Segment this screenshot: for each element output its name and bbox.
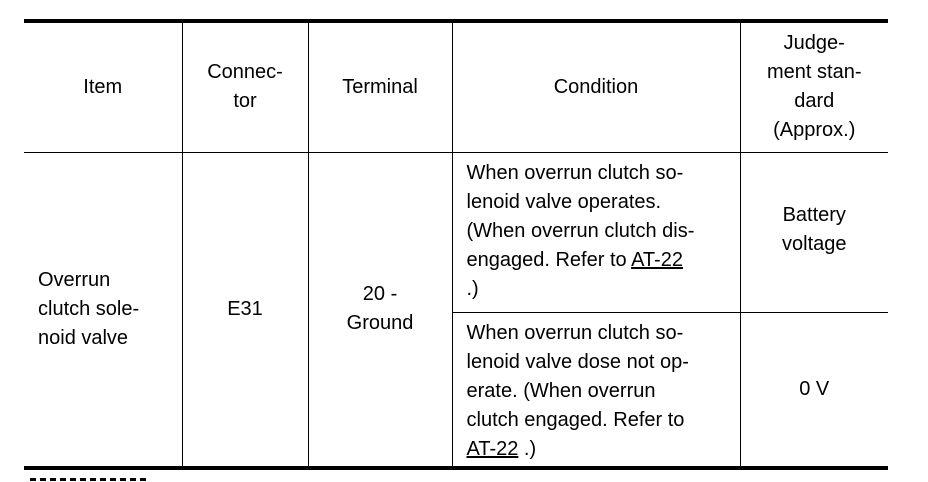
header-terminal-label: Terminal bbox=[342, 75, 418, 98]
header-connector-line: Connec- bbox=[207, 61, 283, 84]
condition-line: When overrun clutch so- bbox=[466, 321, 684, 344]
item-line: noid valve bbox=[38, 326, 129, 349]
judgement-line: voltage bbox=[782, 232, 847, 255]
item-line: clutch sole- bbox=[38, 297, 140, 320]
table-row bbox=[24, 152, 888, 312]
item-line: Overrun bbox=[38, 268, 111, 291]
condition-line: .) bbox=[466, 277, 479, 300]
judgement-line: 0 V bbox=[799, 377, 830, 400]
reference-link-at-22[interactable]: AT-22 bbox=[466, 437, 519, 460]
condition-line: clutch engaged. Refer to bbox=[466, 408, 685, 431]
header-connector bbox=[182, 21, 308, 152]
condition-line: lenoid valve operates. bbox=[466, 190, 662, 213]
header-condition-label: Condition bbox=[553, 75, 639, 98]
header-connector-line: tor bbox=[233, 90, 257, 113]
cell-connector bbox=[182, 152, 308, 468]
header-row bbox=[24, 21, 888, 152]
reference-link-at-22[interactable]: AT-22 bbox=[631, 248, 683, 271]
header-item bbox=[24, 21, 182, 152]
header-judgement-line: dard bbox=[794, 90, 835, 113]
header-judgement bbox=[740, 21, 888, 152]
cropped-footer-text bbox=[30, 474, 160, 482]
condition-line: lenoid valve dose not op- bbox=[466, 350, 689, 373]
condition-line: (When overrun clutch dis- bbox=[466, 219, 695, 242]
condition-line: .) bbox=[518, 437, 537, 460]
header-judgement-line: (Approx.) bbox=[773, 119, 856, 142]
judgement-line: Battery bbox=[782, 203, 846, 226]
cell-judgement-not-operate bbox=[740, 312, 888, 468]
cell-item bbox=[24, 152, 182, 468]
terminal-line: 20 - bbox=[362, 283, 398, 306]
header-judgement-line: Judge- bbox=[783, 32, 845, 55]
header-terminal bbox=[308, 21, 452, 152]
cell-terminal bbox=[308, 152, 452, 468]
cropped-text-fragment bbox=[30, 478, 150, 481]
terminal-line: Ground bbox=[346, 312, 414, 335]
cell-condition-operates bbox=[452, 152, 740, 312]
header-condition bbox=[452, 21, 740, 152]
connector-value: E31 bbox=[227, 297, 263, 320]
inspection-table bbox=[24, 19, 888, 470]
condition-line: When overrun clutch so- bbox=[466, 161, 684, 184]
condition-line: engaged. Refer to bbox=[466, 248, 632, 271]
header-judgement-line: ment stan- bbox=[767, 61, 862, 84]
condition-line: erate. (When overrun bbox=[466, 379, 656, 402]
header-item-label: Item bbox=[83, 75, 123, 98]
cell-judgement-operates bbox=[740, 152, 888, 312]
cell-condition-not-operate bbox=[452, 312, 740, 468]
